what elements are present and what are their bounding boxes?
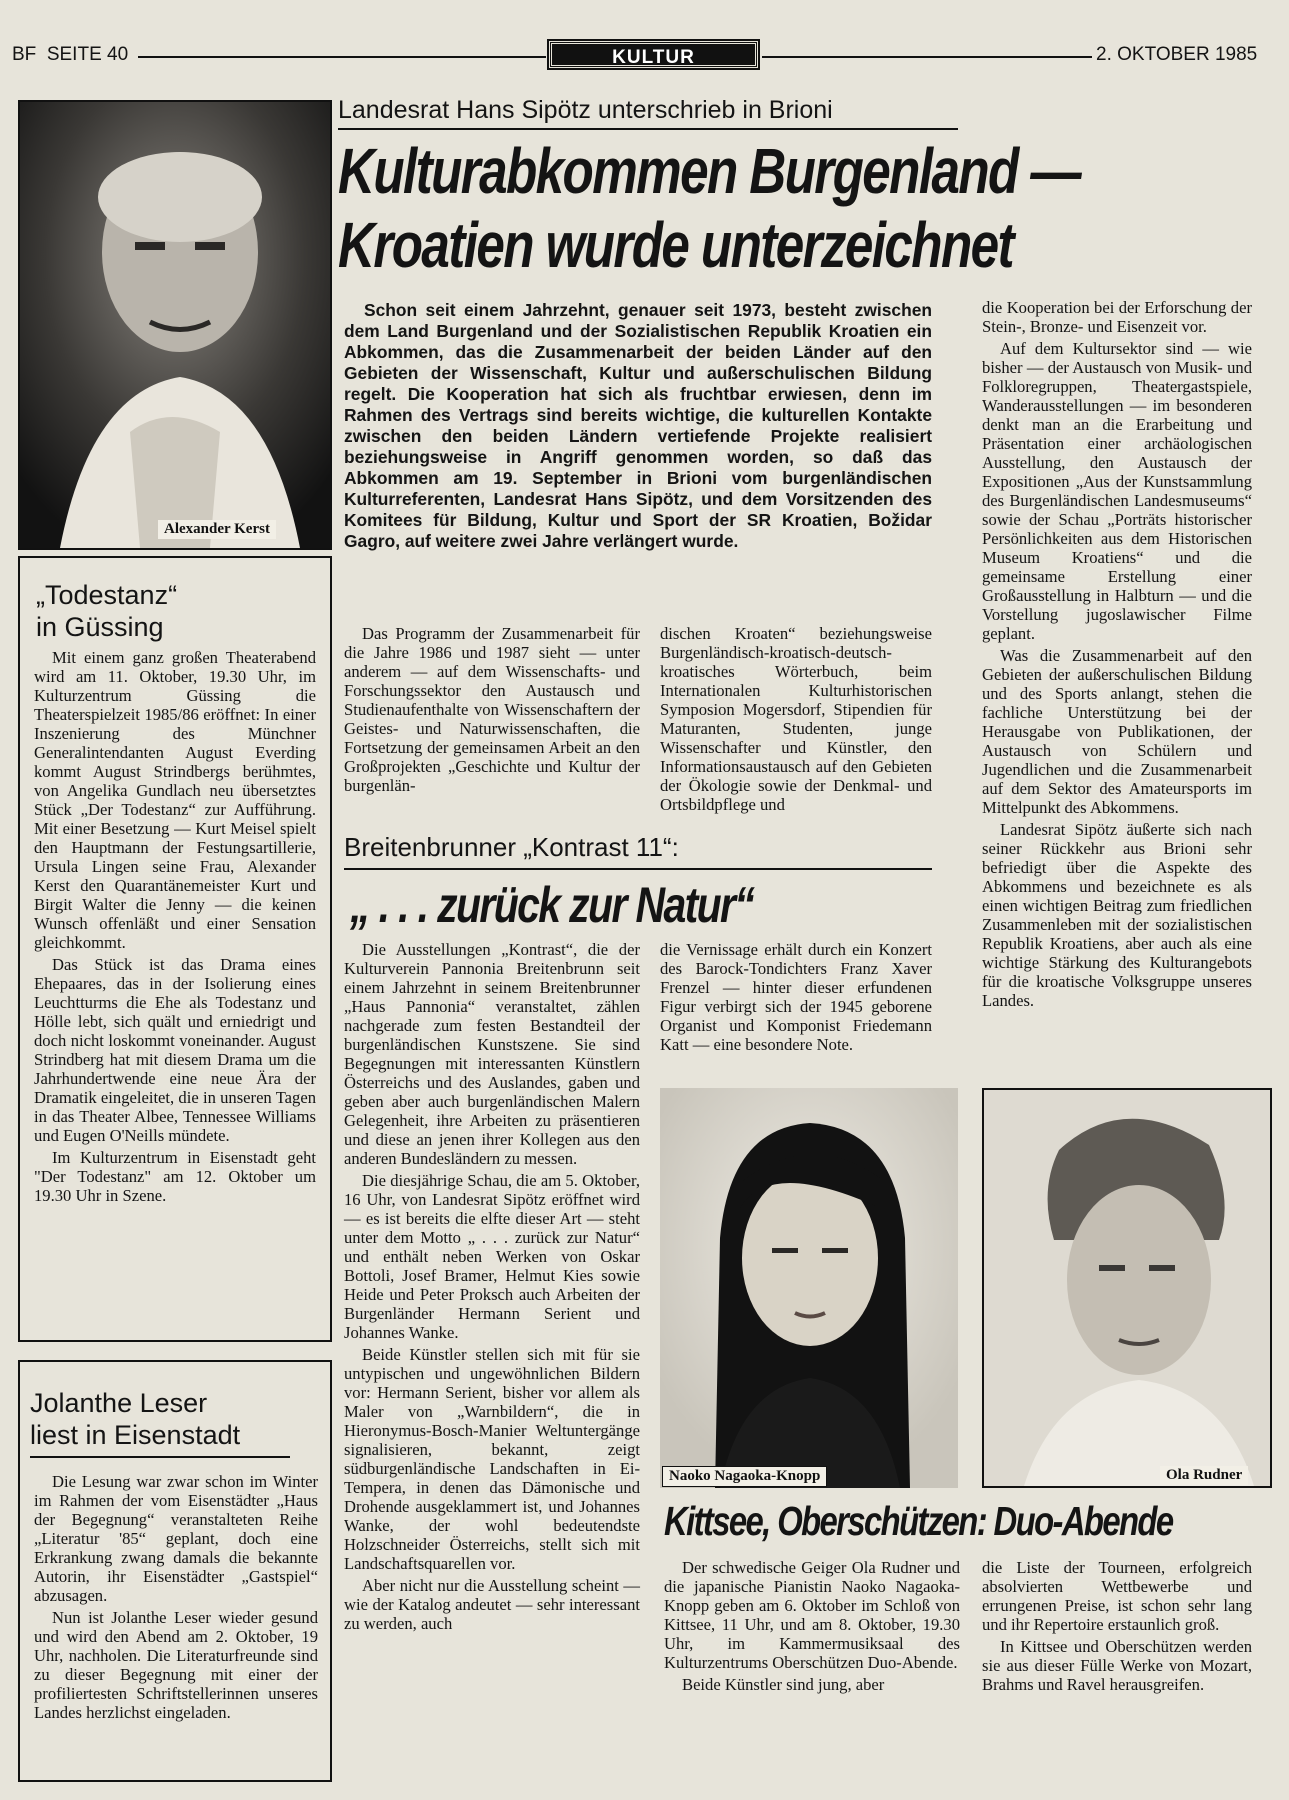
photo-caption-naoko: Naoko Nagaoka-Knopp xyxy=(662,1466,827,1487)
jolanthe-paragraph: Nun ist Jolanthe Leser wieder gesund und wird den Abend am 2. Oktober, 19 Uhr, nachholen. Die Literaturfreunde sind zu dieser Begegnung mit einer der profiliertesten Schriftstellerinnen unseres Landes herzlichst eingeladen. xyxy=(34,1608,318,1722)
kontrast-kicker-rule xyxy=(344,868,932,870)
photo-naoko-nagaoka-knopp xyxy=(660,1088,958,1488)
main-col-1 xyxy=(344,624,640,798)
kontrast-paragraph: Die diesjährige Schau, die am 5. Oktober, 16 Uhr, von Landesrat Sipötz eröffnet wird — es ist bereits die elfte dieser Art — steht unter dem Motto „ . . . zurück zur Natur“ und enthält neben Werken von Oskar Bottoli, Josef Bramer, Helmut Kies sowie Heide und Peter Proksch auch Arbeiten der Burgenländer Hermann Serient und Johannes Wanke. xyxy=(344,1171,640,1342)
main-right-paragraph: Was die Zusammenarbeit auf den Gebieten der außerschulischen Bildung und des Sports anlangt, stehen die fachliche Unterstützung bei der Herausgabe von Publikationen, der Austausch von Schülern und Jugendlichen und die Zusammenarbeit auf dem Sektor des Amateursports im Mittelpunkt des Abkommens. xyxy=(982,646,1252,817)
main-headline-line-2: Kroatien wurde unterzeichnet xyxy=(338,209,1013,281)
jolanthe-headline-1: Jolanthe Leser xyxy=(30,1388,208,1418)
photo-caption-alexander-kerst: Alexander Kerst xyxy=(158,520,276,539)
main-right-paragraph: Auf dem Kultursektor sind — wie bisher — der Austausch von Musik- und Folkloregruppen, Theatergastspiele, Wanderausstellungen — im besonderen denkt man an die Erarbeitung und Präsentation einer archäologischen Ausstellung, den Austausch der Expositionen „Aus der Kunstsammlung des Burgenländischen Landesmuseums“ sowie der Schau „Porträts historischer Persönlichkeiten aus dem Historischen Museum Kroatiens“ und die gemeinsame Erstellung einer Großausstellung in Halbturn — und die Vorstellung jugoslawischer Filme geplant. xyxy=(982,339,1252,643)
todestanz-paragraph: Mit einem ganz großen Theaterabend wird am 11. Oktober, 19.30 Uhr, im Kulturzentrum Güssing die Theaterspielzeit 1985/86 eröffnet: In einer Inszenierung des Münchner Generalintendanten August Everding kommt August Strindbergs berühmtes, von Angelika Gundlach neu übersetztes Stück „Der Todestanz“ zur Aufführung. Mit einer Besetzung — Kurt Meisel spielt den Hauptmann der Festungsartillerie, Ursula Lingen seine Frau, Alexander Kerst den Quarantänemeister Kurt und Birgit Walter die Jenny — die keinen Wunsch offenläßt und einer Sensation gleichkommt. xyxy=(34,648,316,952)
main-col-2-paragraph: dischen Kroaten“ beziehungsweise Burgenländisch-kroatisch-deutsch-kroatisches Wörterbuch, beim Internationalen Kulturhistorischen Symposion Mogersdorf, Stipendien für Maturanten, Studenten, junge Wissenschafter und Künstler, den Informationsaustausch auf den Gebieten der Ökologie sowie der Denkmal- und Ortsbildpflege und xyxy=(660,624,932,814)
jolanthe-headline-2: liest in Eisenstadt xyxy=(30,1420,241,1450)
kontrast-kicker: Breitenbrunner „Kontrast 11“: xyxy=(344,832,679,862)
main-col-1-paragraph: Das Programm der Zusammenarbeit für die Jahre 1986 und 1987 sieht — unter anderem — auf dem Wissenschafts- und Forschungssektor den Austausch und Studienaufenthalte von Wissenschaftern der Geistes- und Naturwissenschaften, die Fortsetzung der gemeinsamen Arbeit an den Großprojekten „Geschichte und Kultur der burgenlän- xyxy=(344,624,640,795)
duo-paragraph: Beide Künstler sind jung, aber xyxy=(682,1675,885,1694)
kontrast-col-2 xyxy=(660,940,932,1057)
main-kicker-rule xyxy=(338,128,958,130)
kontrast-paragraph: Beide Künstler stellen sich mit für sie untypischen und ungewöhnlichen Bildern vor: Hermann Serient, bisher vor allem als Maler von „Warnbildern“, die in Hieronymus-Bosch-Manier Weltuntergänge signalisieren, bekannt, zeigt südburgenländische Landschaften in Ei-Tempera, in denen das Dämonische und Drohende ausgeklammert ist, und Johannes Wanke, der wohl bedeutendste Holzschneider Österreichs, stellt sich mit Landschaftsquarellen vor. xyxy=(344,1345,640,1573)
jolanthe-headline-rule xyxy=(30,1456,290,1458)
todestanz-paragraph: Das Stück ist das Drama eines Ehepaares, das in der Isolierung eines Leuchtturms die Ehe als Todestanz und Hölle lebt, sich quält und erniedrigt und doch nicht loskommt voneinander. August Strindberg hat mit diesem Drama um die Jahrhundertwende eine neue Ära der Dramatik eingeleitet, die in unseren Tagen in das Theater Albee, Tennessee Williams und Eugen O'Neills mündete. xyxy=(34,955,316,1145)
todestanz-body xyxy=(34,648,316,1208)
photo-caption-ola: Ola Rudner xyxy=(1160,1466,1248,1485)
duo-paragraph: Der schwedische Geiger Ola Rudner und die japanische Pianistin Naoko Nagaoka-Knopp geben am 6. Oktober im Schloß von Kittsee, 11 Uhr, und am 8. Oktober, 19.30 Uhr, im Kammermusiksaal des Kulturzentrums Oberschützen Duo-Abende. xyxy=(664,1558,960,1672)
page-date: 2. OKTOBER 1985 xyxy=(1096,44,1258,65)
todestanz-headline-1: „Todestanz“ xyxy=(36,580,178,610)
duo-paragraph: die Liste der Tourneen, erfolgreich absolvierten Wettbewerbe und errungenen Preise, ist schon sehr lang und ihr Repertoire erstaunlich groß. xyxy=(982,1558,1252,1634)
header-rule-right xyxy=(762,56,1092,58)
kontrast-headline: „ . . . zurück zur Natur“ xyxy=(350,877,754,933)
section-label-kultur: KULTUR xyxy=(549,41,758,68)
main-right-paragraph: die Kooperation bei der Erforschung der Stein-, Bronze- und Eisenzeit vor. xyxy=(982,298,1252,336)
page-header-left: BF SEITE 40 xyxy=(12,44,129,65)
main-headline-line-1: Kulturabkommen Burgenland — xyxy=(338,135,1080,207)
header-rule-left xyxy=(138,56,546,58)
main-col-right xyxy=(982,298,1252,1013)
photo-alexander-kerst xyxy=(18,100,332,550)
photo-ola-rudner xyxy=(982,1088,1272,1488)
kontrast-col-2-paragraph: die Vernissage erhält durch ein Konzert des Barock-Tondichters Franz Xaver Frenzel — hinter dieser erfundenen Figur verbirgt sich der 1945 geborene Organist und Komponist Friedemann Katt — eine besondere Note. xyxy=(660,940,932,1054)
main-col-2 xyxy=(660,624,932,817)
todestanz-paragraph: Im Kulturzentrum in Eisenstadt geht "Der Todestanz" am 12. Oktober um 19.30 Uhr in Szene. xyxy=(34,1148,316,1205)
main-lead: Schon seit einem Jahrzehnt, genauer seit 1973, besteht zwischen dem Land Burgenland und der Sozialistischen Republik Kroatien ein Abkommen, das die Zusammenarbeit der beiden Länder auf den Gebieten der Wissenschaft, Kultur und außerschulischen Bildung regelt. Die Kooperation hat sich als fruchtbar erwiesen, denn im Rahmen des Vertrags sind bereits wichtige, die kulturellen Kontakte zwischen den beiden Ländern vertiefende Projekte realisiert beziehungsweise in Angriff genommen worden, so daß das Abkommen am 19. September in Brioni vom burgenländischen Kulturreferenten, Landesrat Hans Sipötz, und dem Vorsitzenden des Komitees für Bildung, Kultur und Sport der SR Kroatien, Božidar Gagro, auf weitere zwei Jahre verlängert wurde. xyxy=(344,300,932,551)
kontrast-paragraph: Aber nicht nur die Ausstellung scheint — wie der Katalog andeutet — sehr interessant zu werden, auch xyxy=(344,1576,640,1633)
main-right-paragraph: Landesrat Sipötz äußerte sich nach seiner Rückkehr aus Brioni sehr befriedigt über die Aspekte des Abkommens und bezeichnete es als einen wichtigen Beitrag zum friedlichen Zusammenleben mit der sozialistischen Republik Kroatiens, aber auch als eine wichtige Stärkung des Kulturangebots für die kroatische Volksgruppe unseres Landes. xyxy=(982,820,1252,1010)
duo-paragraph: In Kittsee und Oberschützen werden sie aus dieser Fülle Werke von Mozart, Brahms und Ravel herausgreifen. xyxy=(982,1637,1252,1694)
duo-col-1 xyxy=(664,1558,960,1697)
kontrast-col-1 xyxy=(344,940,640,1636)
jolanthe-body xyxy=(34,1472,318,1725)
duo-col-2 xyxy=(982,1558,1252,1697)
duo-headline: Kittsee, Oberschützen: Duo-Abende xyxy=(664,1498,1173,1544)
kontrast-paragraph: Die Ausstellungen „Kontrast“, die der Kulturverein Pannonia Breitenbrunn seit einem Jahrzehnt in seinem Breitenbrunner „Haus Pannonia“ veranstaltet, zählen nachgerade zum festen Bestandteil der burgenländischen Kunstszene. Sie sind Begegnungen mit interessanten Künstlern Österreichs und des Auslandes, gaben und geben aber auch burgenländischen Malern Gelegenheit, ihre Arbeiten zu präsentieren und diese an jenen ihrer Kollegen aus den anderen Bundesländern zu messen. xyxy=(344,940,640,1168)
jolanthe-paragraph: Die Lesung war zwar schon im Winter im Rahmen der vom Eisenstädter „Haus der Begegnung“ veranstalteten Reihe „Literatur '85“ geplant, doch eine Erkrankung zwang damals die bekannte Autorin, ihr Eisenstädter „Gastspiel“ abzusagen. xyxy=(34,1472,318,1605)
main-kicker: Landesrat Hans Sipötz unterschrieb in Brioni xyxy=(338,96,833,124)
todestanz-headline-2: in Güssing xyxy=(36,612,164,642)
